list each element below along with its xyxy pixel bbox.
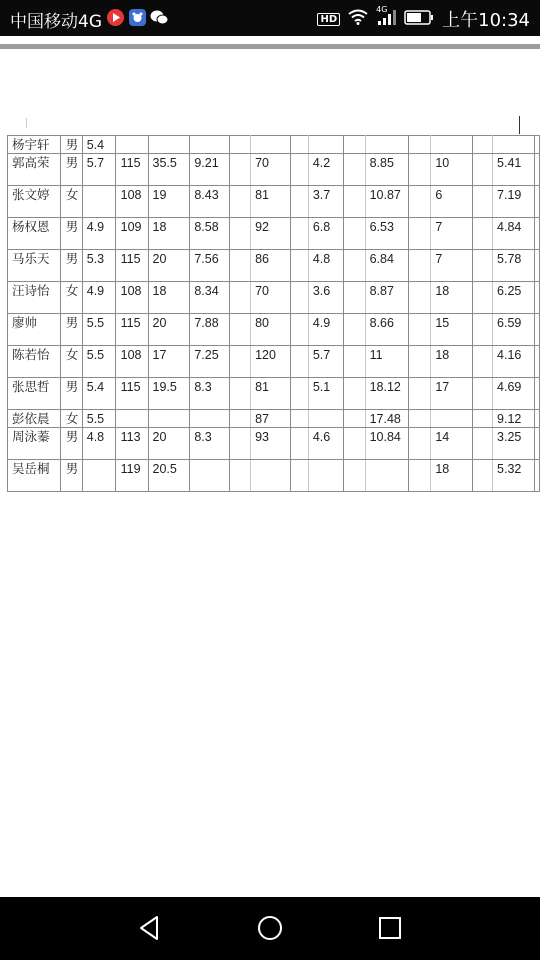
table-cell[interactable] — [534, 378, 539, 410]
table-row — [8, 410, 540, 428]
table-cell[interactable] — [230, 378, 251, 410]
table-cell[interactable] — [230, 314, 251, 346]
table-cell[interactable] — [473, 378, 493, 410]
table-cell[interactable] — [290, 136, 308, 154]
table-cell[interactable] — [343, 250, 365, 282]
table-cell[interactable] — [409, 186, 431, 218]
table-cell[interactable] — [230, 282, 251, 314]
table-cell[interactable]: 18 — [148, 282, 190, 314]
table-cell[interactable] — [290, 282, 308, 314]
table-cell[interactable]: 8.85 — [365, 154, 409, 186]
table-cell[interactable] — [409, 428, 431, 460]
table-cell[interactable]: 9.21 — [190, 154, 230, 186]
table-cell[interactable]: 14 — [431, 428, 473, 460]
table-cell[interactable]: 彭依晨 — [8, 410, 61, 428]
table-cell[interactable]: 86 — [251, 250, 291, 282]
table-cell[interactable]: 18 — [431, 346, 473, 378]
table-cell[interactable] — [473, 186, 493, 218]
signal-icon — [376, 4, 396, 30]
table-cell[interactable] — [534, 282, 539, 314]
table-cell[interactable]: 6.59 — [493, 314, 535, 346]
clock: 上午10:34 — [442, 10, 530, 31]
table-cell[interactable]: 8.3 — [190, 378, 230, 410]
table-cell[interactable]: 115 — [115, 250, 148, 282]
table-cell[interactable] — [343, 218, 365, 250]
table-cell[interactable] — [343, 378, 365, 410]
table-cell[interactable]: 92 — [251, 218, 291, 250]
table-cell[interactable] — [251, 460, 291, 492]
table-cell[interactable] — [473, 428, 493, 460]
table-cell[interactable]: 男 — [60, 136, 82, 154]
table-cell[interactable]: 19 — [148, 186, 190, 218]
table-cell[interactable]: 廖帅 — [8, 314, 61, 346]
table-cell[interactable] — [534, 136, 539, 154]
table-cell[interactable]: 8.34 — [190, 282, 230, 314]
table-cell[interactable]: 4.2 — [308, 154, 343, 186]
table-row — [8, 460, 540, 492]
table-cell[interactable]: 18 — [148, 218, 190, 250]
table-cell[interactable]: 4.6 — [308, 428, 343, 460]
table-cell[interactable]: 马乐天 — [8, 250, 61, 282]
table-cell[interactable]: 3.7 — [308, 186, 343, 218]
table-cell[interactable]: 5.1 — [308, 378, 343, 410]
table-cell[interactable]: 8.87 — [365, 282, 409, 314]
table-row — [8, 186, 540, 218]
table-cell[interactable]: 8.3 — [190, 428, 230, 460]
table-cell[interactable] — [343, 136, 365, 154]
navigation-bar — [0, 897, 540, 960]
table-cell[interactable]: 3.6 — [308, 282, 343, 314]
table-cell[interactable]: 93 — [251, 428, 291, 460]
table-cell[interactable]: 6.53 — [365, 218, 409, 250]
home-circle-icon[interactable] — [255, 913, 285, 943]
table-cell[interactable]: 男 — [60, 154, 82, 186]
table-cell[interactable]: 70 — [251, 282, 291, 314]
table-row — [8, 282, 540, 314]
table-cell[interactable] — [473, 250, 493, 282]
table-row — [8, 250, 540, 282]
table-cell[interactable]: 周泳蓁 — [8, 428, 61, 460]
table-cell[interactable]: 10.84 — [365, 428, 409, 460]
table-cell[interactable]: 18 — [431, 460, 473, 492]
table-cell[interactable]: 20 — [148, 314, 190, 346]
table-cell[interactable]: 7.56 — [190, 250, 230, 282]
table-cell[interactable]: 115 — [115, 154, 148, 186]
hd-badge: HD — [317, 13, 340, 26]
table-cell[interactable]: 9.12 — [493, 410, 535, 428]
table-cell[interactable]: 81 — [251, 378, 291, 410]
table-cell[interactable] — [409, 250, 431, 282]
table-cell[interactable]: 张文婷 — [8, 186, 61, 218]
baidu-notification-icon — [129, 9, 146, 26]
battery-icon — [404, 9, 434, 30]
table-cell[interactable]: 5.32 — [493, 460, 535, 492]
table-cell[interactable]: 女 — [60, 186, 82, 218]
network-type-label: 4G — [376, 4, 388, 14]
video-notification-icon — [107, 9, 124, 26]
table-cell[interactable] — [148, 136, 190, 154]
table-cell[interactable] — [365, 460, 409, 492]
table-cell[interactable]: 18.12 — [365, 378, 409, 410]
table-cell[interactable]: 7.25 — [190, 346, 230, 378]
table-cell[interactable] — [409, 136, 431, 154]
table-cell[interactable] — [409, 378, 431, 410]
table-cell[interactable] — [534, 428, 539, 460]
table-cell[interactable] — [409, 282, 431, 314]
table-cell[interactable] — [290, 378, 308, 410]
table-cell[interactable]: 5.41 — [493, 154, 535, 186]
table-cell[interactable]: 108 — [115, 186, 148, 218]
table-cell[interactable]: 109 — [115, 218, 148, 250]
table-cell[interactable] — [409, 154, 431, 186]
table-cell[interactable]: 杨权恩 — [8, 218, 61, 250]
table-cell[interactable]: 男 — [60, 460, 82, 492]
table-cell[interactable]: 17 — [148, 346, 190, 378]
table-cell[interactable] — [534, 218, 539, 250]
table-cell[interactable] — [343, 154, 365, 186]
table-cell[interactable] — [230, 186, 251, 218]
table-cell[interactable]: 20 — [148, 428, 190, 460]
table-cell[interactable] — [230, 428, 251, 460]
table-cell[interactable] — [493, 136, 535, 154]
table-cell[interactable] — [308, 460, 343, 492]
table-cell[interactable] — [534, 186, 539, 218]
app-toolbar — [0, 36, 540, 44]
table-cell[interactable]: 4.9 — [82, 218, 115, 250]
table-cell[interactable] — [230, 250, 251, 282]
table-cell[interactable] — [365, 136, 409, 154]
table-cell[interactable] — [230, 410, 251, 428]
table-cell[interactable]: 郭高荣 — [8, 154, 61, 186]
table-cell[interactable] — [409, 410, 431, 428]
table-cell[interactable]: 女 — [60, 282, 82, 314]
table-cell[interactable] — [473, 346, 493, 378]
table-cell[interactable] — [534, 346, 539, 378]
table-cell[interactable]: 115 — [115, 314, 148, 346]
table-cell[interactable] — [534, 250, 539, 282]
table-cell[interactable]: 18 — [431, 282, 473, 314]
table-cell[interactable] — [290, 346, 308, 378]
table-cell[interactable]: 4.8 — [308, 250, 343, 282]
table-cell[interactable]: 男 — [60, 218, 82, 250]
table-cell[interactable]: 17.48 — [365, 410, 409, 428]
table-cell[interactable]: 5.5 — [82, 314, 115, 346]
table-cell[interactable]: 女 — [60, 410, 82, 428]
table-body — [8, 136, 540, 492]
table-cell[interactable] — [473, 154, 493, 186]
table-cell[interactable] — [409, 346, 431, 378]
table-cell[interactable]: 70 — [251, 154, 291, 186]
table-row — [8, 154, 540, 186]
table-cell[interactable]: 7 — [431, 218, 473, 250]
table-cell[interactable]: 6.25 — [493, 282, 535, 314]
table-cell[interactable]: 108 — [115, 346, 148, 378]
table-cell[interactable]: 5.4 — [82, 136, 115, 154]
table-cell[interactable] — [534, 314, 539, 346]
spreadsheet-table[interactable] — [7, 135, 540, 492]
table-cell[interactable] — [230, 460, 251, 492]
table-cell[interactable]: 男 — [60, 428, 82, 460]
table-cell[interactable]: 5.3 — [82, 250, 115, 282]
table-cell[interactable] — [290, 186, 308, 218]
table-cell[interactable]: 5.78 — [493, 250, 535, 282]
toolbar-divider — [0, 44, 540, 49]
table-cell[interactable] — [190, 136, 230, 154]
table-row — [8, 428, 540, 460]
table-cell[interactable] — [82, 460, 115, 492]
table-cell[interactable] — [290, 250, 308, 282]
table-cell[interactable]: 115 — [115, 378, 148, 410]
table-cell[interactable] — [230, 346, 251, 378]
ruler-left-marker — [26, 118, 27, 128]
table-cell[interactable] — [473, 410, 493, 428]
table-cell[interactable]: 81 — [251, 186, 291, 218]
table-cell[interactable]: 男 — [60, 314, 82, 346]
table-cell[interactable]: 8.58 — [190, 218, 230, 250]
table-row — [8, 378, 540, 410]
table-cell[interactable] — [409, 218, 431, 250]
table-cell[interactable]: 男 — [60, 250, 82, 282]
table-cell[interactable]: 35.5 — [148, 154, 190, 186]
table-cell[interactable] — [409, 460, 431, 492]
table-cell[interactable] — [230, 136, 251, 154]
recents-square-icon[interactable] — [375, 913, 405, 943]
table-cell[interactable]: 5.5 — [82, 410, 115, 428]
table-cell[interactable]: 80 — [251, 314, 291, 346]
table-cell[interactable]: 6.84 — [365, 250, 409, 282]
table-cell[interactable]: 108 — [115, 282, 148, 314]
table-cell[interactable]: 6.8 — [308, 218, 343, 250]
table-cell[interactable]: 7 — [431, 250, 473, 282]
table-cell[interactable]: 3.25 — [493, 428, 535, 460]
ruler-right-marker — [519, 116, 520, 134]
table-cell[interactable] — [534, 410, 539, 428]
table-cell[interactable]: 10.87 — [365, 186, 409, 218]
table-cell[interactable]: 15 — [431, 314, 473, 346]
wifi-icon — [348, 9, 368, 30]
table-cell[interactable] — [308, 136, 343, 154]
table-cell[interactable] — [251, 136, 291, 154]
table-cell[interactable] — [534, 460, 539, 492]
table-cell[interactable] — [148, 410, 190, 428]
status-bar — [0, 0, 540, 36]
table-cell[interactable] — [343, 410, 365, 428]
table-cell[interactable] — [308, 410, 343, 428]
table-cell[interactable]: 8.43 — [190, 186, 230, 218]
table-cell[interactable] — [190, 410, 230, 428]
table-cell[interactable]: 4.16 — [493, 346, 535, 378]
table-cell[interactable]: 男 — [60, 378, 82, 410]
table-cell[interactable]: 5.7 — [82, 154, 115, 186]
table-cell[interactable] — [473, 314, 493, 346]
table-cell[interactable]: 4.8 — [82, 428, 115, 460]
table-cell[interactable]: 11 — [365, 346, 409, 378]
table-cell[interactable] — [290, 154, 308, 186]
table-cell[interactable]: 女 — [60, 346, 82, 378]
table-cell[interactable] — [431, 136, 473, 154]
table-cell[interactable]: 4.9 — [308, 314, 343, 346]
table-cell[interactable] — [290, 314, 308, 346]
table-cell[interactable] — [290, 460, 308, 492]
table-cell[interactable]: 5.4 — [82, 378, 115, 410]
document-ruler — [0, 116, 540, 134]
table-row — [8, 346, 540, 378]
table-cell[interactable]: 119 — [115, 460, 148, 492]
table-cell[interactable] — [473, 460, 493, 492]
table-cell[interactable]: 陈若怡 — [8, 346, 61, 378]
table-cell[interactable] — [473, 218, 493, 250]
table-cell[interactable]: 4.9 — [82, 282, 115, 314]
table-cell[interactable] — [290, 410, 308, 428]
table-cell[interactable]: 20.5 — [148, 460, 190, 492]
table-cell[interactable] — [290, 428, 308, 460]
table-cell[interactable]: 8.66 — [365, 314, 409, 346]
table-cell[interactable] — [230, 154, 251, 186]
table-cell[interactable] — [230, 218, 251, 250]
table-cell[interactable]: 17 — [431, 378, 473, 410]
table-cell[interactable] — [343, 460, 365, 492]
table-cell[interactable]: 吴岳桐 — [8, 460, 61, 492]
table-row — [8, 218, 540, 250]
table-cell[interactable]: 杨宇轩 — [8, 136, 61, 154]
table-cell[interactable] — [431, 410, 473, 428]
table-cell[interactable]: 6 — [431, 186, 473, 218]
table-cell[interactable]: 87 — [251, 410, 291, 428]
table-cell[interactable] — [343, 186, 365, 218]
table-cell[interactable] — [409, 314, 431, 346]
wechat-notification-icon — [150, 9, 167, 26]
table-cell[interactable] — [343, 282, 365, 314]
table-row — [8, 136, 540, 154]
table-cell[interactable]: 10 — [431, 154, 473, 186]
table-cell[interactable] — [534, 154, 539, 186]
table-cell[interactable]: 4.69 — [493, 378, 535, 410]
table-cell[interactable] — [82, 186, 115, 218]
table-cell[interactable]: 5.5 — [82, 346, 115, 378]
table-cell[interactable]: 7.19 — [493, 186, 535, 218]
table-cell[interactable] — [190, 460, 230, 492]
table-cell[interactable]: 汪诗怡 — [8, 282, 61, 314]
table-cell[interactable]: 4.84 — [493, 218, 535, 250]
table-row — [8, 314, 540, 346]
table-cell[interactable] — [115, 410, 148, 428]
table-cell[interactable]: 5.7 — [308, 346, 343, 378]
back-triangle-icon[interactable] — [135, 913, 165, 943]
table-cell[interactable] — [473, 282, 493, 314]
table-cell[interactable] — [290, 218, 308, 250]
table-cell[interactable]: 张思哲 — [8, 378, 61, 410]
table-cell[interactable]: 7.88 — [190, 314, 230, 346]
table-cell[interactable]: 19.5 — [148, 378, 190, 410]
table-cell[interactable]: 120 — [251, 346, 291, 378]
table-cell[interactable]: 20 — [148, 250, 190, 282]
table-cell[interactable]: 113 — [115, 428, 148, 460]
table-cell[interactable] — [473, 136, 493, 154]
table-cell[interactable] — [343, 346, 365, 378]
table-cell[interactable] — [115, 136, 148, 154]
carrier-label: 中国移动4G — [10, 12, 102, 32]
table-cell[interactable] — [343, 314, 365, 346]
table-cell[interactable] — [343, 428, 365, 460]
